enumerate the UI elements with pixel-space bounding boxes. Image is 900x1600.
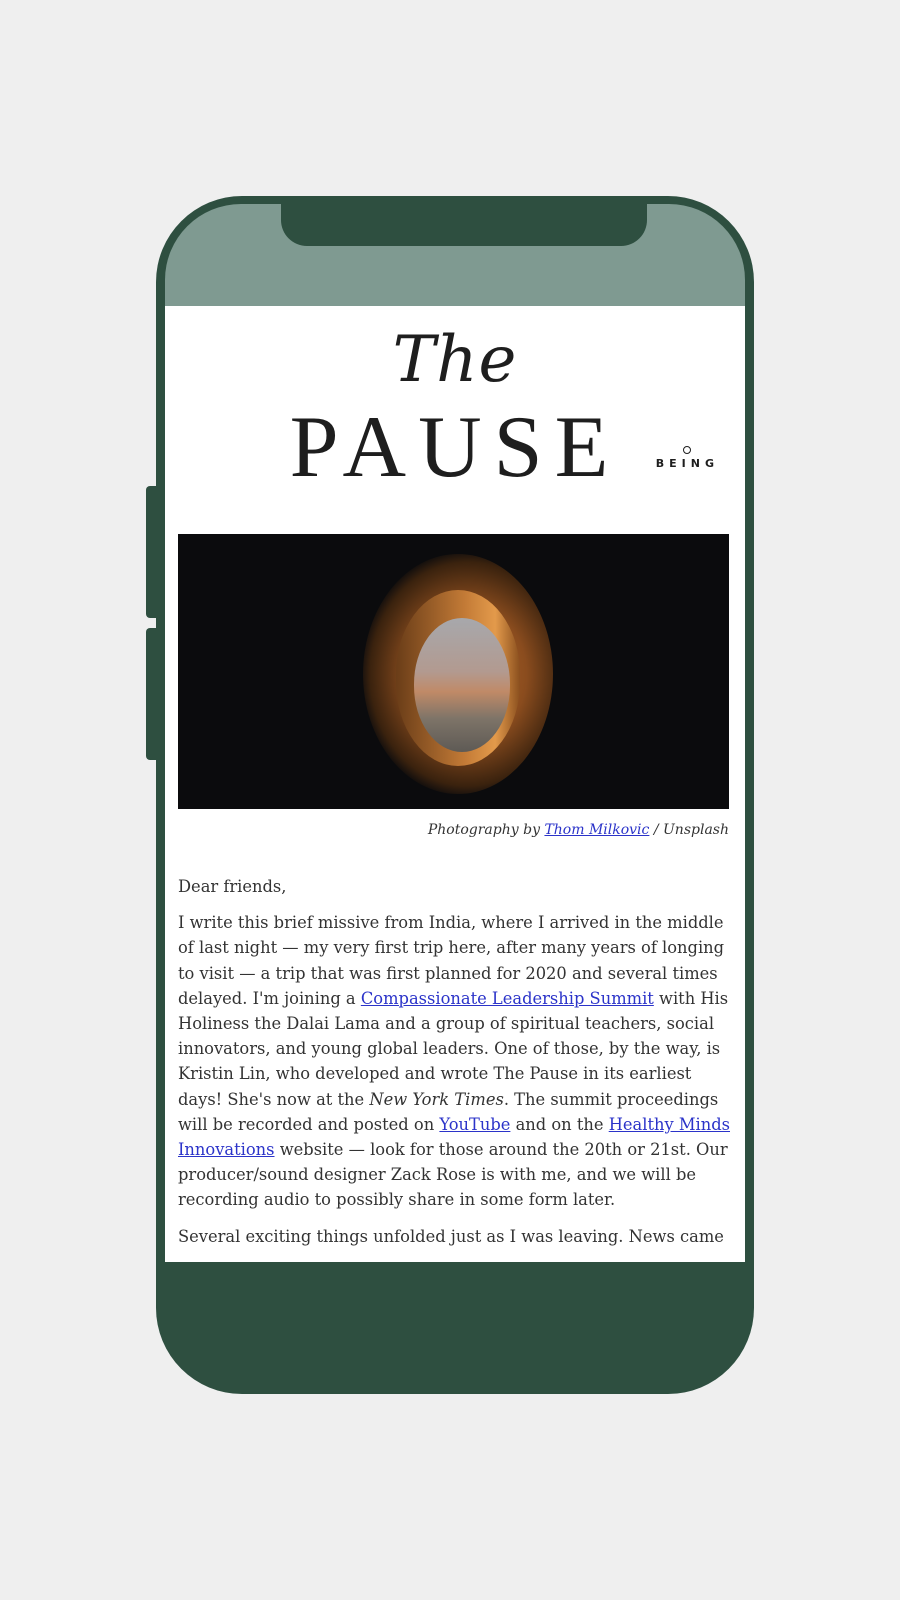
healthy-minds-link[interactable]: Healthy Minds Innovations [178,1114,730,1160]
status-area [165,204,745,306]
phone-notch [281,204,647,246]
letter-body [178,874,733,1260]
p1-text-c: . The summit proceedings will be recorded and posted on [178,1089,719,1134]
logo-the: The [392,323,518,397]
paragraph-1 [178,910,733,1212]
nyt-emphasis: New York Times [369,1089,504,1109]
photo-credit-suffix: / Unsplash [653,822,729,838]
newsletter-header [165,306,745,530]
photographer-link[interactable]: Thom Milkovic [544,822,650,838]
photo-credit [428,822,729,838]
being-logo-text: BEING [655,457,719,470]
youtube-link[interactable]: YouTube [439,1114,511,1134]
p1-text-d: and on the [515,1114,604,1134]
email-screen[interactable] [165,306,745,1262]
being-circle-icon [683,446,691,454]
logo-pause: PAUSE [289,399,621,496]
being-logo [656,446,719,470]
p1-text-b: with His Holiness the Dalai Lama and a group of spiritual teachers, social innovators, and young global leaders. One of those, by the way, is Kristin Lin, who developed and wrote The Pause in its earliest days! She's now at the [178,988,729,1109]
phone-frame [156,196,754,1394]
greeting: Dear friends, [178,877,287,896]
photo-credit-prefix: Photography by [427,822,540,838]
hero-photo [178,534,729,809]
p1-text-e: website — look for those around the 20th or 21st. Our producer/sound designer Zack Rose is with me, and we will be recording audio to possibly share in some form later. [178,1140,728,1210]
airplane-window-glass [414,618,510,752]
p1-text-a: I write this brief missive from India, where I arrived in the middle of last night — my very first trip here, after many years of longing to visit — a trip that was first planned for 2020 and several times delayed. I'm joining a [178,913,725,1008]
paragraph-2: Several exciting things unfolded just as I was leaving. News came [178,1226,724,1246]
compassionate-summit-link[interactable]: Compassionate Leadership Summit [360,988,654,1008]
